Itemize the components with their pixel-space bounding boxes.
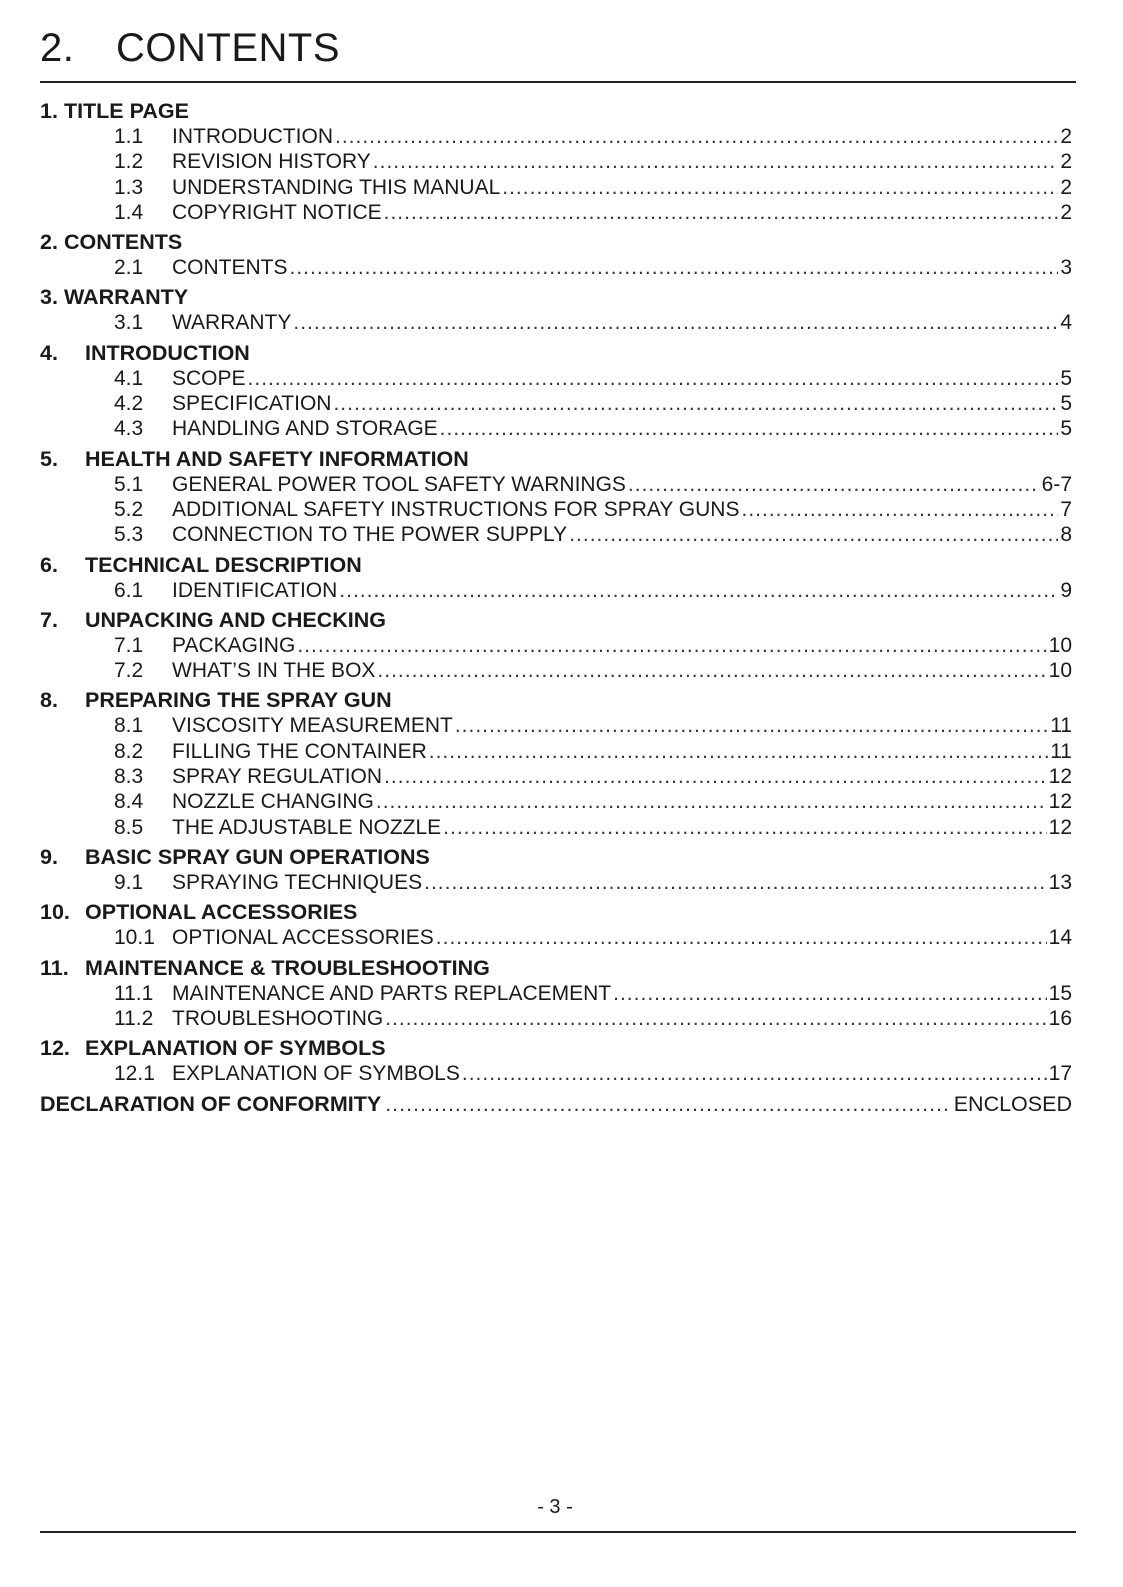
section-title: INTRODUCTION (85, 340, 250, 365)
toc-section-heading (40, 446, 1072, 472)
entry-number: 8.1 (114, 714, 144, 738)
entry-page: 17 (1048, 1062, 1072, 1086)
leader-dots (455, 713, 1048, 738)
toc-section-heading (40, 899, 1072, 925)
entry-title: VISCOSITY MEASUREMENT (172, 714, 453, 738)
section-number: 6. (40, 552, 58, 577)
declaration-title: DECLARATION OF CONFORMITY (40, 1092, 382, 1117)
entry-title: THE ADJUSTABLE NOZZLE (172, 815, 442, 839)
toc-section-heading (40, 607, 1072, 633)
entry-number: 8.2 (114, 739, 144, 763)
toc-section-heading (40, 340, 1072, 366)
leader-dots (373, 149, 1059, 174)
toc-section (40, 844, 1072, 895)
toc-entry (40, 200, 1072, 225)
toc-entry (40, 789, 1072, 814)
leader-dots (333, 391, 1058, 416)
section-title: OPTIONAL ACCESSORIES (85, 900, 358, 925)
section-title: UNPACKING AND CHECKING (85, 607, 386, 632)
leader-dots (440, 416, 1059, 441)
entry-number: 7.2 (114, 659, 144, 683)
entry-title: SPECIFICATION (172, 392, 332, 416)
section-number: 5. (40, 446, 58, 471)
section-number: 8. (40, 688, 58, 713)
section-number: 4. (40, 340, 58, 365)
toc-section-heading (40, 552, 1072, 578)
entry-number: 3.1 (114, 311, 144, 335)
entry-page: 12 (1048, 765, 1072, 789)
toc-entry (40, 149, 1072, 174)
entry-page: 7 (1060, 497, 1072, 521)
entry-title: HANDLING AND STORAGE (172, 417, 438, 441)
toc-entry (40, 713, 1072, 738)
page-number: - 3 - (537, 1496, 573, 1518)
toc-section (40, 552, 1072, 603)
toc-section (40, 446, 1072, 548)
entry-page: 12 (1048, 790, 1072, 814)
toc-section (40, 229, 1072, 280)
entry-page: 2 (1060, 200, 1072, 224)
entry-number: 1.1 (114, 125, 144, 148)
entry-page: 6-7 (1041, 472, 1072, 496)
page-title (40, 26, 340, 71)
leader-dots (290, 255, 1059, 280)
entry-number: 2.1 (114, 256, 144, 280)
toc-section (40, 955, 1072, 1032)
section-number: 3. (40, 285, 58, 310)
section-title: TITLE PAGE (63, 99, 189, 123)
leader-dots (293, 310, 1058, 335)
entry-number: 5.1 (114, 472, 144, 496)
leader-dots (628, 472, 1040, 497)
entry-page: 2 (1060, 150, 1072, 174)
toc-section (40, 340, 1072, 442)
entry-page: 9 (1060, 578, 1072, 602)
toc-entry (40, 255, 1072, 280)
entry-number: 5.2 (114, 497, 144, 521)
entry-number: 11.1 (114, 981, 154, 1005)
toc-section (40, 607, 1072, 684)
toc-entry (40, 764, 1072, 789)
entry-page: 11 (1050, 714, 1072, 738)
entry-number: 1.3 (114, 175, 144, 199)
leader-dots (297, 633, 1046, 658)
entry-title: SCOPE (172, 366, 246, 390)
toc-section (40, 284, 1072, 335)
toc-entry (40, 633, 1072, 658)
top-divider (40, 81, 1076, 83)
leader-dots (741, 497, 1058, 522)
toc-section-heading (40, 955, 1072, 981)
toc-entry (40, 522, 1072, 547)
entry-number: 4.1 (114, 366, 144, 390)
entry-title: TROUBLESHOOTING (172, 1006, 384, 1030)
toc-section (40, 899, 1072, 950)
toc-section (40, 1035, 1072, 1086)
toc-entry (40, 815, 1072, 840)
leader-dots (436, 925, 1047, 950)
section-title: MAINTENANCE & TROUBLESHOOTING (85, 955, 490, 980)
section-number: 10. (40, 900, 70, 925)
entry-title: CONTENTS (172, 256, 288, 280)
entry-number: 8.5 (114, 815, 144, 839)
toc-entry (40, 658, 1072, 683)
entry-number: 4.3 (114, 417, 144, 441)
leader-dots (502, 175, 1058, 200)
page-title-text: CONTENTS (116, 26, 340, 70)
toc-section-heading (40, 687, 1072, 713)
toc-entry (40, 578, 1072, 603)
entry-title: INTRODUCTION (172, 125, 333, 148)
toc-entry (40, 981, 1072, 1006)
leader-dots (376, 789, 1047, 814)
entry-page: 11 (1050, 739, 1072, 763)
leader-dots (385, 1090, 950, 1118)
toc-entry (40, 870, 1072, 895)
leader-dots (385, 1006, 1046, 1031)
toc-entry (40, 739, 1072, 764)
entry-number: 4.2 (114, 392, 144, 416)
toc-entry (40, 175, 1072, 200)
entry-title: FILLING THE CONTAINER (172, 739, 427, 763)
entry-page: 3 (1060, 256, 1072, 280)
entry-number: 5.3 (114, 523, 144, 547)
entry-title: WARRANTY (172, 311, 292, 335)
entry-page: 14 (1048, 926, 1072, 950)
leader-dots (384, 200, 1059, 225)
section-number: 1. (40, 99, 58, 123)
entry-page: 10 (1048, 633, 1072, 657)
entry-page: 13 (1048, 870, 1072, 894)
bottom-divider (40, 1531, 1076, 1533)
section-number: 7. (40, 607, 58, 632)
section-number: 2. (40, 230, 58, 255)
leader-dots (424, 870, 1047, 895)
entry-page: 4 (1060, 311, 1072, 335)
toc-section-heading (40, 844, 1072, 870)
entry-page: 16 (1048, 1006, 1072, 1030)
entry-number: 11.2 (114, 1006, 154, 1030)
leader-dots (377, 658, 1046, 683)
entry-title: GENERAL POWER TOOL SAFETY WARNINGS (172, 472, 626, 496)
toc-entry (40, 124, 1072, 149)
section-title: HEALTH AND SAFETY INFORMATION (85, 446, 469, 471)
entry-title: NOZZLE CHANGING (172, 790, 374, 814)
entry-number: 8.3 (114, 765, 144, 789)
entry-number: 10.1 (114, 926, 155, 950)
entry-title: REVISION HISTORY (172, 150, 371, 174)
section-number: 11. (40, 955, 69, 980)
entry-title: COPYRIGHT NOTICE (172, 200, 382, 224)
leader-dots (335, 124, 1058, 149)
entry-title: PACKAGING (172, 633, 296, 657)
entry-number: 7.1 (114, 633, 144, 657)
entry-number: 1.4 (114, 200, 144, 224)
entry-page: 15 (1048, 981, 1072, 1005)
entry-page: 12 (1048, 815, 1072, 839)
entry-number: 8.4 (114, 790, 144, 814)
entry-title: MAINTENANCE AND PARTS REPLACEMENT (172, 981, 612, 1005)
toc-section (40, 98, 1072, 225)
entry-page: 5 (1060, 366, 1072, 390)
leader-dots (569, 522, 1058, 547)
leader-dots (248, 366, 1059, 391)
entry-title: IDENTIFICATION (172, 578, 338, 602)
entry-title: CONNECTION TO THE POWER SUPPLY (172, 523, 568, 547)
section-title: CONTENTS (63, 230, 183, 255)
section-title: TECHNICAL DESCRIPTION (85, 552, 362, 577)
leader-dots (429, 739, 1048, 764)
entry-title: UNDERSTANDING THIS MANUAL (172, 175, 501, 199)
entry-number: 1.2 (114, 150, 144, 174)
section-title: BASIC SPRAY GUN OPERATIONS (85, 844, 430, 869)
entry-page: 2 (1060, 175, 1072, 199)
entry-title: OPTIONAL ACCESSORIES (172, 926, 434, 950)
toc-entry (40, 310, 1072, 335)
leader-dots (384, 764, 1047, 789)
entry-number: 12.1 (114, 1062, 155, 1086)
table-of-contents (40, 98, 1072, 1118)
entry-title: WHAT’S IN THE BOX (172, 659, 376, 683)
toc-entry (40, 1061, 1072, 1086)
entry-page: 10 (1048, 659, 1072, 683)
entry-title: SPRAYING TECHNIQUES (172, 870, 423, 894)
entry-page: 2 (1060, 125, 1072, 148)
toc-section-heading (40, 284, 1072, 310)
entry-title: ADDITIONAL SAFETY INSTRUCTIONS FOR SPRAY GUNS (172, 497, 740, 521)
entry-page: 8 (1060, 523, 1072, 547)
section-number: 12. (40, 1036, 70, 1061)
entry-title: EXPLANATION OF SYMBOLS (172, 1062, 460, 1086)
toc-entry (40, 1006, 1072, 1031)
toc-section-heading (40, 1035, 1072, 1061)
toc-entry (40, 366, 1072, 391)
toc-entry (40, 472, 1072, 497)
toc-section-heading (40, 98, 1072, 124)
entry-title: SPRAY REGULATION (172, 765, 383, 789)
section-number: 9. (40, 844, 58, 869)
toc-section-heading (40, 229, 1072, 255)
page-title-number: 2. (40, 26, 75, 70)
entry-number: 6.1 (114, 578, 144, 602)
leader-dots (443, 815, 1046, 840)
leader-dots (339, 578, 1058, 603)
toc-declaration-row (40, 1090, 1072, 1118)
entry-number: 9.1 (114, 870, 144, 894)
leader-dots (613, 981, 1047, 1006)
toc-section-list (40, 98, 1072, 1086)
toc-entry (40, 925, 1072, 950)
entry-page: 5 (1060, 392, 1072, 416)
entry-page: 5 (1060, 417, 1072, 441)
toc-entry (40, 391, 1072, 416)
declaration-page: ENCLOSED (953, 1092, 1072, 1117)
toc-section (40, 687, 1072, 839)
section-title: PREPARING THE SPRAY GUN (85, 688, 392, 713)
toc-entry (40, 497, 1072, 522)
toc-entry (40, 416, 1072, 441)
section-title: EXPLANATION OF SYMBOLS (85, 1036, 386, 1061)
section-title: WARRANTY (63, 285, 189, 310)
leader-dots (462, 1061, 1047, 1086)
